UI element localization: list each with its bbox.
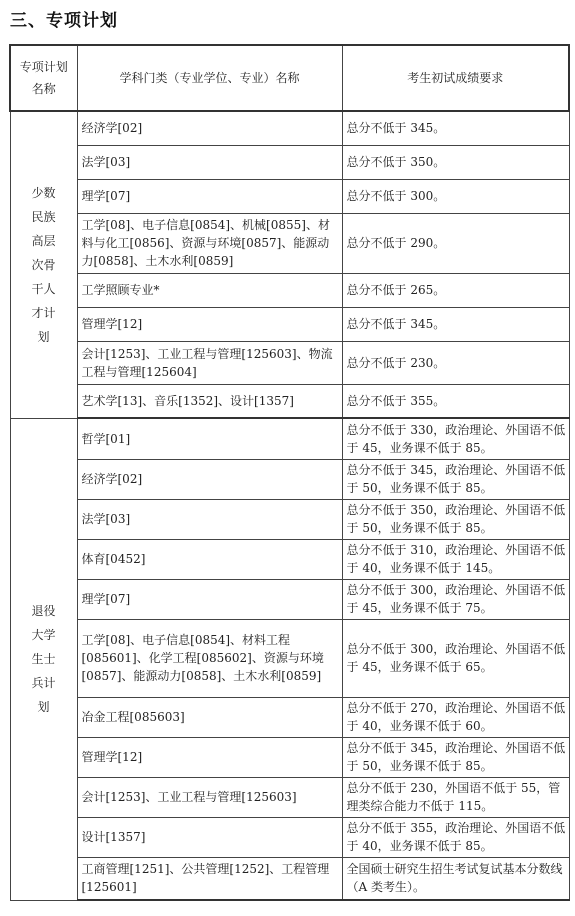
subject-cell: 会计[1253]、工业工程与管理[125603] [77,777,342,817]
table-row [10,619,569,697]
score-cell: 总分不低于 300，政治理论、外国语不低于 45，业务课不低于 75。 [342,579,569,619]
table-header-row [10,45,569,111]
table-row [10,418,569,459]
header-subject: 学科门类（专业学位、专业）名称 [77,45,342,111]
score-cell: 总分不低于 300。 [342,179,569,213]
score-cell: 总分不低于 290。 [342,213,569,273]
subject-cell: 冶金工程[085603] [77,697,342,737]
subject-cell: 理学[07] [77,179,342,213]
score-cell: 全国硕士研究生招生考试复试基本分数线（A 类考生）。 [342,857,569,900]
table-row [10,697,569,737]
score-cell: 总分不低于 230。 [342,341,569,384]
table-row [10,499,569,539]
plan-name-cell [10,418,77,900]
table-row [10,737,569,777]
subject-cell: 法学[03] [77,499,342,539]
subject-cell: 设计[1357] [77,817,342,857]
table-row [10,777,569,817]
subject-cell: 理学[07] [77,579,342,619]
group-minority-plan [10,111,569,418]
subject-cell: 经济学[02] [77,459,342,499]
subject-cell: 工学[08]、电子信息[0854]、材料工程[085601]、化学工程[085602]、资源与环境[0857]、能源动力[0858]、土木水利[0859] [77,619,342,697]
score-cell: 总分不低于 270，政治理论、外国语不低于 40，业务课不低于 60。 [342,697,569,737]
table-row [10,213,569,273]
subject-cell: 管理学[12] [77,307,342,341]
subject-cell: 经济学[02] [77,111,342,145]
subject-cell: 管理学[12] [77,737,342,777]
subject-cell: 工商管理[1251]、公共管理[1252]、工程管理[125601] [77,857,342,900]
requirements-table [9,44,570,901]
table-row [10,459,569,499]
score-cell: 总分不低于 345，政治理论、外国语不低于 50，业务课不低于 85。 [342,459,569,499]
score-cell: 总分不低于 265。 [342,273,569,307]
subject-cell: 会计[1253]、工业工程与管理[125603]、物流工程与管理[125604] [77,341,342,384]
table-row [10,539,569,579]
table-row [10,179,569,213]
score-cell: 总分不低于 355。 [342,384,569,418]
subject-cell: 工学[08]、电子信息[0854]、机械[0855]、材料与化工[0856]、资源与环境[0857]、能源动力[0858]、土木水利[0859] [77,213,342,273]
table-row [10,341,569,384]
subject-cell: 工学照顾专业* [77,273,342,307]
table-row [10,857,569,900]
score-cell: 总分不低于 355，政治理论、外国语不低于 40，业务课不低于 85。 [342,817,569,857]
table-row [10,111,569,145]
score-cell: 总分不低于 310，政治理论、外国语不低于 40，业务课不低于 145。 [342,539,569,579]
table-row [10,273,569,307]
score-cell: 总分不低于 350，政治理论、外国语不低于 50，业务课不低于 85。 [342,499,569,539]
table-row [10,307,569,341]
page-title: 三、专项计划 [10,11,118,31]
header-score: 考生初试成绩要求 [342,45,569,111]
subject-cell: 哲学[01] [77,418,342,459]
header-plan: 专项计划名称 [10,45,77,111]
group-veteran-plan [10,418,569,900]
table-row [10,817,569,857]
score-cell: 总分不低于 330，政治理论、外国语不低于 45，业务课不低于 85。 [342,418,569,459]
table-row [10,579,569,619]
plan-name: 少数民族高层次骨干人才计划 [31,185,56,344]
table-row [10,145,569,179]
table-row [10,384,569,418]
score-cell: 总分不低于 350。 [342,145,569,179]
subject-cell: 体育[0452] [77,539,342,579]
score-cell: 总分不低于 345。 [342,111,569,145]
subject-cell: 艺术学[13]、音乐[1352]、设计[1357] [77,384,342,418]
plan-name-cell [10,111,77,418]
score-cell: 总分不低于 300，政治理论、外国语不低于 45，业务课不低于 65。 [342,619,569,697]
score-cell: 总分不低于 345。 [342,307,569,341]
score-cell: 总分不低于 230，外国语不低于 55，管理类综合能力不低于 115。 [342,777,569,817]
score-cell: 总分不低于 345，政治理论、外国语不低于 50，业务课不低于 85。 [342,737,569,777]
subject-cell: 法学[03] [77,145,342,179]
plan-name: 退役大学生士兵计划 [31,604,56,714]
